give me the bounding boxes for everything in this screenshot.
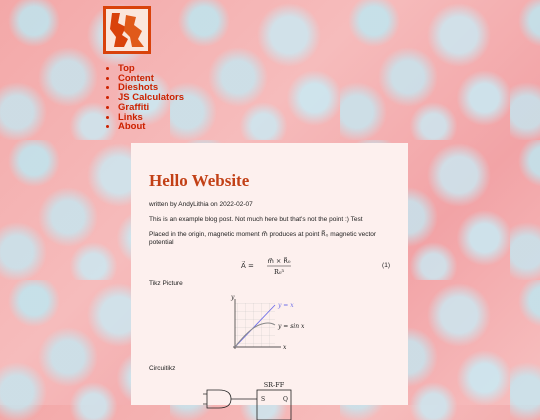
nav-link-dieshots[interactable]: Dieshots	[118, 82, 159, 94]
nav-item-about[interactable]	[118, 122, 184, 132]
main-nav	[106, 64, 184, 132]
equation-numerator: m⃗ × R⃗₀	[267, 257, 291, 265]
circuitikz-figure	[149, 380, 390, 420]
ff-title: SR-FF	[263, 381, 285, 389]
blog-post-card	[131, 143, 408, 405]
equation-block	[149, 254, 390, 280]
tikz-label-line: y = x	[278, 302, 294, 309]
circuitikz-heading: Circuitikz	[149, 365, 176, 372]
nav-link-about[interactable]: About	[118, 121, 146, 133]
sr-flipflop	[257, 390, 291, 420]
nav-link-js-calculators[interactable]: JS Calculators	[118, 92, 184, 104]
equation-lhs: A⃗ =	[241, 262, 254, 270]
ff-label-q: Q	[283, 396, 288, 403]
tikz-label-x: x	[283, 344, 287, 351]
equation-formula	[241, 254, 301, 278]
and-gate	[207, 390, 231, 408]
post-title: Hello Website	[149, 171, 250, 190]
post-physics-text: Placed in the origin, magnetic moment m⃗ produces at point R⃗₀ magnetic vector potential	[149, 231, 377, 246]
tikz-label-sin: y = sin x	[278, 323, 305, 330]
post-intro: This is an example blog post. Not much here but that's not the point :) Test	[149, 216, 363, 223]
logo-graphic	[106, 9, 148, 51]
circuit-diagram	[203, 380, 313, 420]
tikz-heading: Tikz Picture	[149, 280, 183, 287]
tikz-label-y: y	[231, 295, 235, 301]
tikz-plot	[229, 295, 329, 357]
nav-link-top[interactable]: Top	[118, 63, 135, 74]
ff-label-s: S	[261, 396, 266, 403]
nav-link-content[interactable]: Content	[118, 72, 154, 84]
nav-link-graffiti[interactable]: Graffiti	[118, 101, 150, 113]
equation-denominator: R₀³	[273, 268, 285, 276]
post-byline: written by AndyLithia on 2022-02-07	[149, 201, 253, 208]
site-logo[interactable]	[103, 6, 151, 54]
equation-number: (1)	[382, 262, 390, 269]
nav-link-links[interactable]: Links	[118, 111, 143, 123]
tikz-figure	[149, 295, 390, 357]
